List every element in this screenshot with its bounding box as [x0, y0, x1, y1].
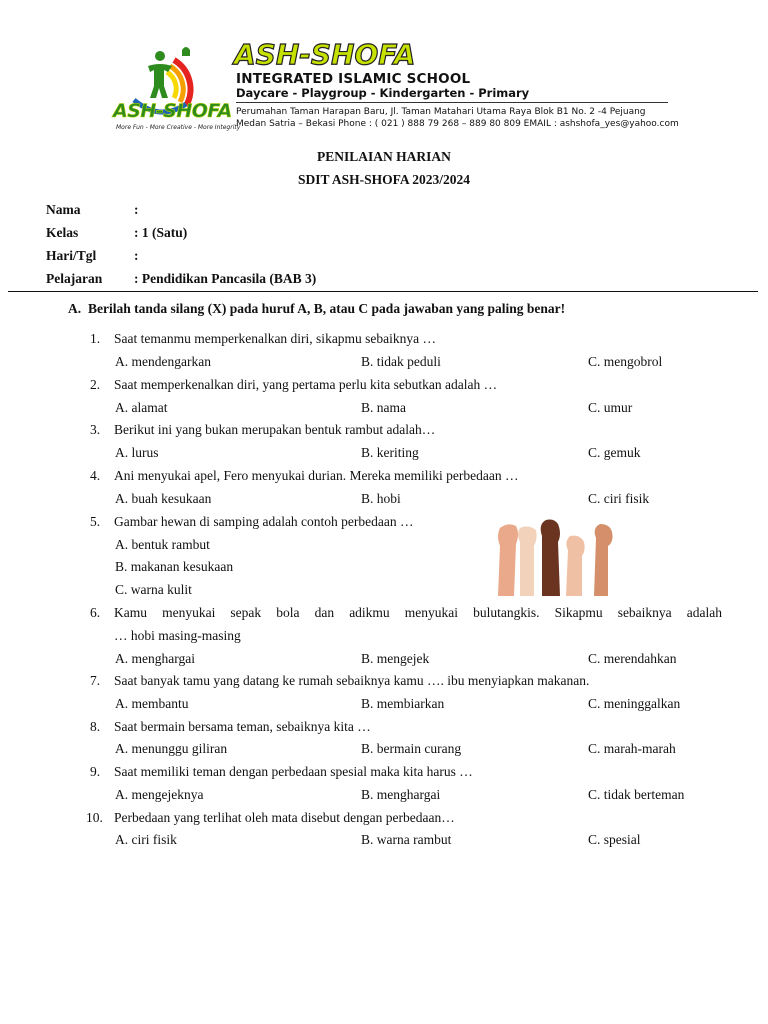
section-letter: A. — [68, 301, 82, 316]
option-a: A. bentuk rambut — [115, 537, 210, 552]
option-c: C. gemuk — [588, 445, 641, 460]
option-a: A. lurus — [115, 445, 159, 460]
option-c: C. meninggalkan — [588, 696, 681, 711]
question-text: Perbedaan yang terlihat oleh mata disebut dengan perbedaan… — [114, 810, 455, 825]
option-b: B. menghargai — [361, 787, 441, 802]
option-a: A. mendengarkan — [115, 354, 211, 369]
question-number: 4. — [90, 468, 101, 483]
school-name: INTEGRATED ISLAMIC SCHOOL — [236, 71, 471, 87]
option-a: A. menunggu giliran — [115, 741, 228, 756]
question-text: Saat memperkenalkan diri, yang pertama perlu kita sebutkan adalah … — [114, 377, 498, 392]
logo-wordmark: ASH-SHOFA — [113, 100, 232, 122]
option-b: B. makanan kesukaan — [115, 559, 234, 574]
option-c: C. umur — [588, 400, 633, 415]
question-text: Gambar hewan di samping adalah contoh perbedaan … — [114, 514, 414, 529]
option-b: B. membiarkan — [361, 696, 445, 711]
section-instruction: Berilah tanda silang (X) pada huruf A, B, atau C pada jawaban yang paling benar! — [88, 301, 566, 316]
question-text: Kamu menyukai sepak bola dan adikmu menyukai bulutangkis. Sikapmu sebaiknya adalah — [114, 605, 722, 620]
option-a: A. mengejeknya — [115, 787, 204, 802]
question-number: 3. — [90, 422, 101, 437]
option-a: A. alamat — [115, 400, 168, 415]
value-hari-tgl: : — [134, 248, 139, 263]
question-number: 5. — [90, 514, 101, 529]
option-c: C. merendahkan — [588, 651, 677, 666]
option-b: B. bermain curang — [361, 741, 462, 756]
option-b: B. keriting — [361, 445, 419, 460]
section-divider — [8, 291, 758, 292]
option-c: C. spesial — [588, 832, 641, 847]
option-b: B. nama — [361, 400, 406, 415]
question-number: 9. — [90, 764, 101, 779]
label-nama: Nama — [46, 202, 81, 217]
header-rule — [236, 102, 668, 103]
question-number: 2. — [90, 377, 101, 392]
question-number: 1. — [90, 331, 101, 346]
option-c: C. ciri fisik — [588, 491, 650, 506]
question-text: Ani menyukai apel, Fero menyukai durian. Mereka memiliki perbedaan … — [114, 468, 519, 483]
option-a: A. membantu — [115, 696, 189, 711]
question-number: 10. — [86, 810, 103, 825]
option-a: A. ciri fisik — [115, 832, 177, 847]
option-c: C. warna kulit — [115, 582, 192, 597]
value-pelajaran: : Pendidikan Pancasila (BAB 3) — [134, 271, 317, 286]
option-b: B. hobi — [361, 491, 401, 506]
option-a: A. buah kesukaan — [115, 491, 212, 506]
question-number: 8. — [90, 719, 101, 734]
option-c: C. mengobrol — [588, 354, 663, 369]
address-line-1: Perumahan Taman Harapan Baru, Jl. Taman Matahari Utama Raya Blok B1 No. 2 -4 Pejuang — [236, 107, 646, 117]
exam-subtitle: SDIT ASH-SHOFA 2023/2024 — [297, 172, 471, 187]
question-text: Saat memiliki teman dengan perbedaan spesial maka kita harus … — [114, 764, 473, 779]
question-text-continued: … hobi masing-masing — [114, 628, 241, 643]
raised-fists-image — [494, 516, 618, 596]
question-text: Berikut ini yang bukan merupakan bentuk rambut adalah… — [114, 422, 436, 437]
logo-tagline: More Fun - More Creative - More Integrity — [116, 124, 241, 131]
option-b: B. mengejek — [361, 651, 430, 666]
question-text: Saat banyak tamu yang datang ke rumah sebaiknya kamu …. ibu menyiapkan makanan. — [114, 673, 590, 688]
label-kelas: Kelas — [46, 225, 79, 240]
exam-title: PENILAIAN HARIAN — [317, 149, 451, 164]
option-c: C. marah-marah — [588, 741, 676, 756]
option-b: B. tidak peduli — [361, 354, 441, 369]
label-hari-tgl: Hari/Tgl — [46, 248, 97, 263]
question-number: 7. — [90, 673, 101, 688]
option-b: B. warna rambut — [361, 832, 452, 847]
label-pelajaran: Pelajaran — [46, 271, 103, 286]
brand-name: ASH-SHOFA — [234, 38, 416, 71]
address-line-2: Medan Satria – Bekasi Phone : ( 021 ) 888 79 268 – 889 80 809 EMAIL : ashshofa_yes@yahoo.com — [236, 119, 679, 129]
value-kelas: : 1 (Satu) — [134, 225, 188, 240]
question-number: 6. — [90, 605, 101, 620]
value-nama: : — [134, 202, 139, 217]
option-c: C. tidak berteman — [588, 787, 685, 802]
question-text: Saat bermain bersama teman, sebaiknya kita … — [114, 719, 371, 734]
question-text: Saat temanmu memperkenalkan diri, sikapmu sebaiknya … — [114, 331, 437, 346]
option-a: A. menghargai — [115, 651, 195, 666]
school-levels: Daycare - Playgroup - Kindergarten - Primary — [236, 86, 530, 100]
